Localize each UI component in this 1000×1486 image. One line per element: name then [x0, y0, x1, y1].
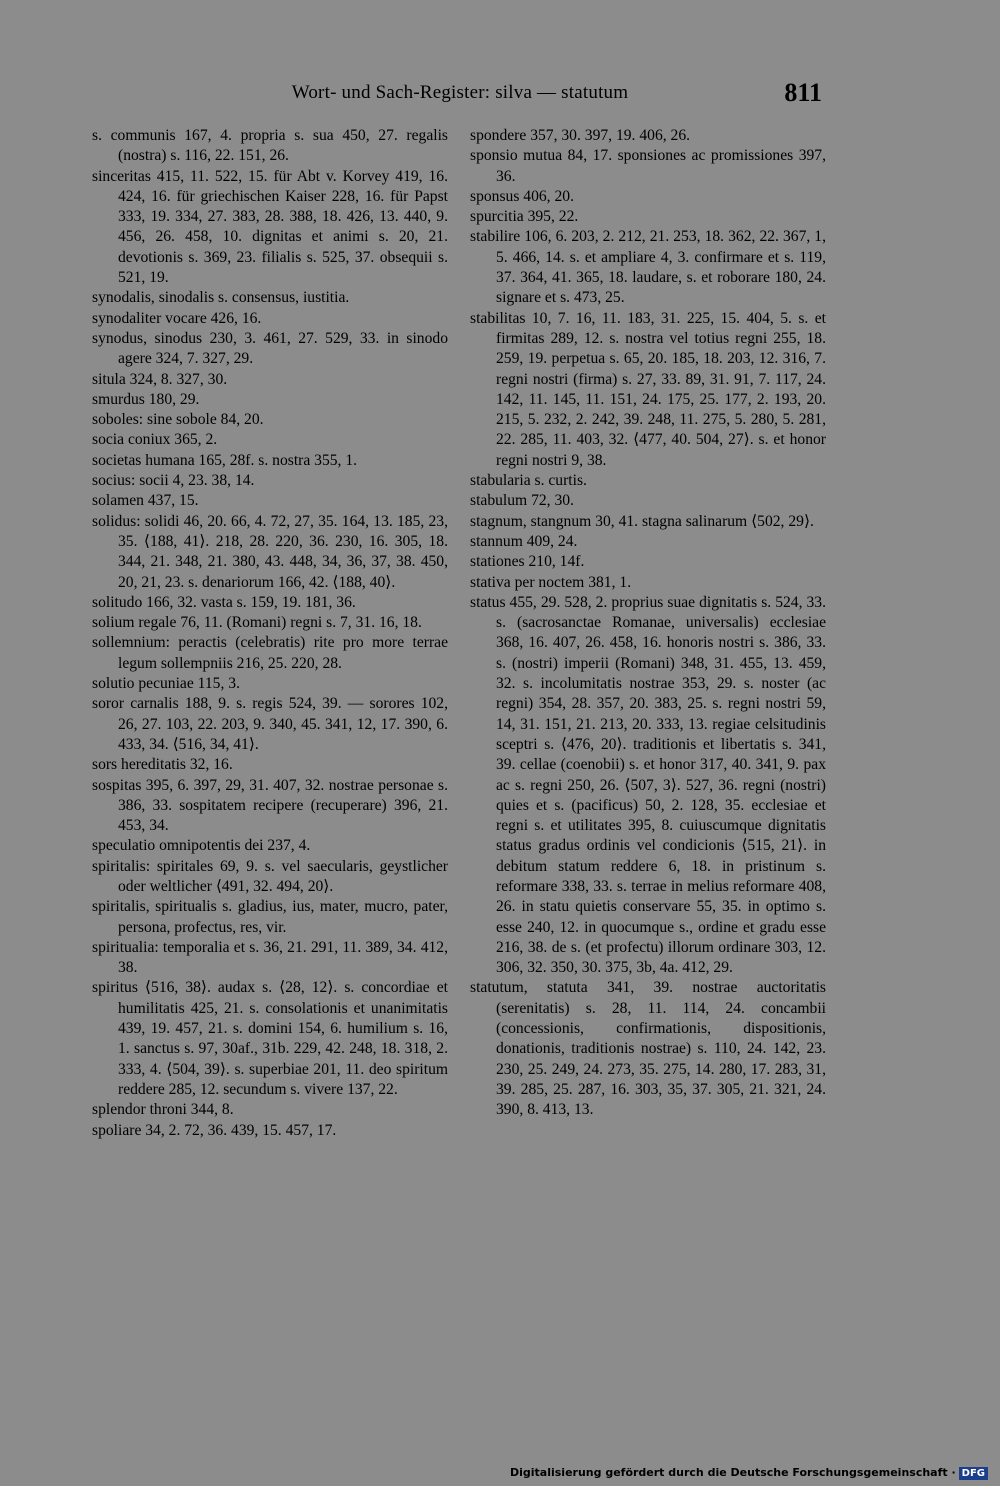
index-entry: spiritualia: temporalia et s. 36, 21. 291, 11. 389, 34. 412, 38.	[92, 938, 448, 977]
index-entry: sponsio mutua 84, 17. sponsiones ac promissiones 397, 36.	[470, 147, 826, 185]
right-column	[470, 126, 826, 1121]
index-entry: smurdus 180, 29.	[92, 390, 200, 408]
index-entry: stabilire 106, 6. 203, 2. 212, 21. 253, 18. 362, 22. 367, 1, 5. 466, 14. s. et ampliare 4, 3. confirmare et s. 119, 37. 364, 41. 365, 18. laudare, s. et roborare 180, 24. signare et s. 473, 25.	[470, 228, 826, 307]
index-entry: solamen 437, 15.	[92, 492, 199, 510]
index-entry: societas humana 165, 28f. s. nostra 355, 1.	[92, 451, 358, 469]
page-header	[0, 78, 1000, 112]
index-entry: solitudo 166, 32. vasta s. 159, 19. 181, 36.	[92, 593, 356, 611]
dfg-logo: DFG	[959, 1467, 988, 1480]
index-entry: spurcitia 395, 22.	[470, 208, 579, 226]
index-entry: solidus: solidi 46, 20. 66, 4. 72, 27, 35. 164, 13. 185, 23, 35. ⟨188, 41⟩. 218, 28. 220, 36. 230, 16. 305, 18. 344, 21. 348, 21. 380, 43. 448, 34, 36, 37, 38. 450, 20, 21, 23. s. denariorum 166, 42. ⟨188, 40⟩.	[92, 512, 448, 591]
index-entry: sinceritas 415, 11. 522, 15. für Abt v. Korvey 419, 16. 424, 16. für griechischen Kaiser 228, 16. für Papst 333, 19. 334, 27. 383, 28. 388, 18. 426, 13. 440, 9. 456, 26. 458, 10. dignitas et animi s. 20, 21. devotionis s. 369, 23. filialis s. 525, 37. obsequii s. 521, 19.	[92, 167, 448, 287]
index-entry: solium regale 76, 11. (Romani) regni s. 7, 31. 16, 18.	[92, 614, 422, 632]
index-entry: stannum 409, 24.	[470, 532, 578, 550]
index-entry: socius: socii 4, 23. 38, 14.	[92, 472, 255, 490]
index-entry: stabilitas 10, 7. 16, 11. 183, 31. 225, 15. 404, 5. s. et firmitas 289, 12. s. nostra vel totius regni 255, 18. 259, 19. perpetua s. 65, 20. 185, 18. 203, 12. 316, 7. regni nostri (firma) s. 27, 33. 89, 31. 91, 7. 117, 24. 142, 11. 145, 11. 151, 24. 175, 25. 177, 2. 193, 20. 215, 5. 232, 2. 242, 39. 248, 11. 275, 5. 280, 5. 281, 22. 285, 11. 403, 32. ⟨477, 40. 504, 27⟩. s. et honor regni nostri 9, 38.	[470, 309, 826, 469]
index-entry: synodus, sinodus 230, 3. 461, 27. 529, 33. in sinodo agere 324, 7. 327, 29.	[92, 329, 448, 368]
page-number: 811	[784, 78, 822, 107]
index-entry: stationes 210, 14f.	[470, 553, 585, 571]
index-entry: stativa per noctem 381, 1.	[470, 573, 632, 591]
index-entry: sors hereditatis 32, 16.	[92, 756, 233, 774]
index-entry: solutio pecuniae 115, 3.	[92, 675, 240, 693]
index-entry: spiritalis, spiritualis s. gladius, ius, mater, mucro, pater, persona, profectus, res, vir.	[92, 898, 448, 936]
running-head: Wort- und Sach-Register: silva — statutum	[291, 82, 629, 103]
index-entry: statutum, statuta 341, 39. nostrae auctoritatis (serenitatis) s. 28, 11. 114, 24. concambii (concessionis, confirmationis, dispositionis, donationis, traditionis nostrae) s. 110, 24. 142, 23. 230, 25. 249, 24. 273, 35. 275, 14. 280, 17. 283, 31, 39. 285, 25. 287, 16. 303, 35, 37. 305, 21. 321, 24. 390, 8. 413, 13.	[470, 979, 826, 1119]
index-entry: situla 324, 8. 327, 30.	[92, 370, 228, 388]
index-entry: spiritus ⟨516, 38⟩. audax s. ⟨28, 12⟩. s. concordiae et humilitatis 425, 21. s. consolationis et unanimitatis 439, 19. 457, 21. s. domini 154, 6. humilium s. 16, 1. sanctus s. 97, 30af., 31b. 229, 42. 248, 18. 318, 2. 333, 4. ⟨504, 39⟩. s. superbiae 201, 11. deo spiritum reddere 285, 12. secundum s. vivere 137, 22.	[92, 979, 448, 1098]
index-entry: speculatio omnipotentis dei 237, 4.	[92, 837, 311, 855]
funding-note: Digitalisierung gefördert durch die Deutsche Forschungsgemeinschaft ·	[509, 1466, 956, 1479]
index-entry: soror carnalis 188, 9. s. regis 524, 39. — sorores 102, 26, 27. 103, 22. 203, 9. 340, 45. 341, 12, 17. 390, 6. 433, 34. ⟨516, 34, 41⟩.	[92, 695, 448, 753]
index-entry: stagnum, stangnum 30, 41. stagna salinarum ⟨502, 29⟩.	[470, 512, 814, 530]
index-entry: soboles: sine sobole 84, 20.	[92, 411, 264, 429]
footer	[0, 1466, 988, 1480]
index-entry: sollemnium: peractis (celebratis) rite pro more terrae legum sollempniis 216, 25. 220, 28.	[92, 634, 448, 672]
index-entry: synodaliter vocare 426, 16.	[92, 309, 262, 327]
index-entry: stabulum 72, 30.	[470, 492, 574, 510]
index-entry: splendor throni 344, 8.	[92, 1101, 234, 1119]
index-entry: spoliare 34, 2. 72, 36. 439, 15. 457, 17.	[92, 1121, 337, 1139]
left-column	[92, 126, 448, 1141]
index-entry: synodalis, sinodalis s. consensus, iustitia.	[92, 289, 350, 307]
index-entry: s. communis 167, 4. propria s. sua 450, 27. regalis (nostra) s. 116, 22. 151, 26.	[92, 127, 448, 165]
index-entry: sospitas 395, 6. 397, 29, 31. 407, 32. nostrae personae s. 386, 33. sospitatem recipere (recuperare) 396, 21. 453, 34.	[92, 776, 448, 835]
index-entry: spiritalis: spiritales 69, 9. s. vel saecularis, geystlicher oder weltlicher ⟨491, 32. 494, 20⟩.	[92, 857, 448, 895]
index-entry: spondere 357, 30. 397, 19. 406, 26.	[470, 127, 691, 144]
index-entry: sponsus 406, 20.	[470, 187, 574, 205]
index-entry: socia coniux 365, 2.	[92, 431, 218, 449]
index-entry: stabularia s. curtis.	[470, 472, 587, 490]
index-entry: status 455, 29. 528, 2. proprius suae dignitatis s. 524, 33. s. (sacrosanctae Romanae, universalis) ecclesiae 368, 16. 407, 26. 458, 16. honoris nostri s. 386, 33. s. (nostri) imperii (Romani) 348, 31. 455, 13. 459, 32. s. incolumitatis nostrae 353, 29. s. noster (ac regni) 354, 28. 357, 20. 383, 25. s. regni nostri 59, 14, 31. 151, 21. 213, 20. 333, 13. regiae celsitudinis sceptri s. ⟨476, 20⟩. traditionis et libertatis s. 341, 39. cellae (coenobii) s. et honor 317, 40. 341, 9. pax ac s. regni 250, 26. ⟨507, 3⟩. 527, 36. regni (nostri) quies et s. (pacificus) 50, 2. 128, 35. ecclesiae et regni s. et utilitates 395, 8. cuiuscumque dignitatis status gradus ordinis vel condicionis ⟨515, 21⟩. in debitum statum reddere 6, 18. in pristinum s. reformare 338, 33. s. terrae in melius reformare 408, 26. in statu quietis conservare 55, 35. in optimo s. esse 240, 12. in quocumque s., ordine et gradu esse 216, 38. de s. (et profectu) illorum ordinare 303, 12. 306, 32. 350, 30. 375, 3b, 4a. 412, 29.	[470, 593, 826, 977]
